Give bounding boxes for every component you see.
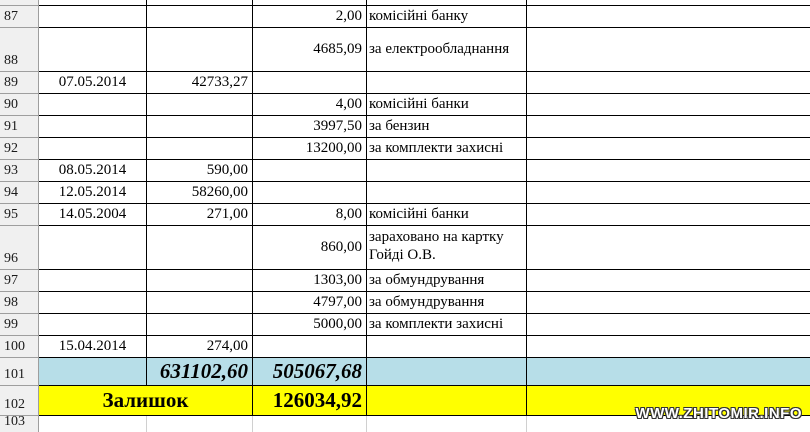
row-header[interactable]: 99	[0, 314, 39, 336]
cell-income[interactable]	[147, 94, 253, 116]
cell-description[interactable]	[367, 72, 527, 94]
cell-income[interactable]: 274,00	[147, 336, 253, 358]
row-header[interactable]: 102	[0, 386, 39, 416]
cell-description[interactable]: за комплекти захисні	[367, 314, 527, 336]
cell[interactable]	[527, 138, 810, 160]
cell[interactable]	[527, 160, 810, 182]
cell-date[interactable]: 07.05.2014	[39, 72, 147, 94]
cell-description[interactable]: за обмундрування	[367, 292, 527, 314]
row-header[interactable]: 90	[0, 94, 39, 116]
cell[interactable]	[39, 416, 147, 432]
cell-description[interactable]: за комплекти захисні	[367, 138, 527, 160]
table-row	[0, 204, 810, 226]
table-row	[0, 314, 810, 336]
row-header[interactable]: 103	[0, 416, 39, 432]
row-header[interactable]: 94	[0, 182, 39, 204]
cell[interactable]	[147, 416, 253, 432]
cell-date[interactable]	[39, 116, 147, 138]
cell-expense[interactable]: 1303,00	[253, 270, 367, 292]
cell-income[interactable]: 42733,27	[147, 72, 253, 94]
cell-date[interactable]	[39, 94, 147, 116]
cell[interactable]	[527, 94, 810, 116]
cell-description[interactable]	[367, 182, 527, 204]
cell-date[interactable]	[39, 270, 147, 292]
totals-row	[0, 358, 810, 386]
cell-description[interactable]	[367, 386, 527, 416]
row-header[interactable]: 89	[0, 72, 39, 94]
table-row	[0, 292, 810, 314]
cell-date[interactable]	[39, 6, 147, 28]
table-row	[0, 270, 810, 292]
table-row	[0, 182, 810, 204]
cell-expense[interactable]: 8,00	[253, 204, 367, 226]
cell-description[interactable]	[367, 160, 527, 182]
cell-expense[interactable]: 4,00	[253, 94, 367, 116]
cell[interactable]	[527, 226, 810, 270]
table-row	[0, 160, 810, 182]
cell-description[interactable]: за електрообладнання	[367, 28, 527, 72]
row-header[interactable]: 91	[0, 116, 39, 138]
cell[interactable]	[527, 292, 810, 314]
cell-description[interactable]: за бензин	[367, 116, 527, 138]
cell-expense[interactable]: 4797,00	[253, 292, 367, 314]
cell-date[interactable]: 08.05.2014	[39, 160, 147, 182]
cell[interactable]	[527, 270, 810, 292]
cell-expense[interactable]	[253, 160, 367, 182]
row-header[interactable]: 96	[0, 226, 39, 270]
cell-date[interactable]	[39, 28, 147, 72]
cell[interactable]	[527, 6, 810, 28]
table-row	[0, 6, 810, 28]
cell-description[interactable]: зараховано на картку Гойді О.В.	[367, 226, 527, 270]
table-row	[0, 138, 810, 160]
cell-date[interactable]	[39, 358, 147, 386]
cell-income[interactable]	[147, 28, 253, 72]
cell-income[interactable]	[147, 116, 253, 138]
cell-expense[interactable]: 13200,00	[253, 138, 367, 160]
table-row	[0, 72, 810, 94]
cell-date[interactable]: 15.04.2014	[39, 336, 147, 358]
cell-expense[interactable]	[253, 182, 367, 204]
cell-description[interactable]: комісійні банку	[367, 6, 527, 28]
row-header[interactable]: 88	[0, 28, 39, 72]
row-header[interactable]: 87	[0, 6, 39, 28]
cell-income[interactable]	[147, 270, 253, 292]
cell-income[interactable]	[147, 292, 253, 314]
table-row	[0, 336, 810, 358]
row-header[interactable]: 97	[0, 270, 39, 292]
cell-expense[interactable]	[253, 72, 367, 94]
cell[interactable]	[527, 336, 810, 358]
cell-date[interactable]	[39, 138, 147, 160]
cell[interactable]	[527, 116, 810, 138]
cell-description[interactable]: комісійні банки	[367, 94, 527, 116]
cell[interactable]	[527, 204, 810, 226]
cell[interactable]	[527, 72, 810, 94]
balance-label[interactable]: Залишок	[39, 386, 253, 416]
balance-value[interactable]: 126034,92	[253, 386, 367, 416]
cell[interactable]	[367, 416, 527, 432]
cell-date[interactable]	[39, 314, 147, 336]
cell-description[interactable]	[367, 336, 527, 358]
cell-date[interactable]: 12.05.2014	[39, 182, 147, 204]
cell[interactable]	[527, 28, 810, 72]
row-header[interactable]: 92	[0, 138, 39, 160]
table-row	[0, 28, 810, 72]
cell-expense[interactable]	[253, 336, 367, 358]
cell-income[interactable]: 590,00	[147, 160, 253, 182]
cell[interactable]	[527, 182, 810, 204]
total-expense[interactable]: 505067,68	[253, 358, 367, 386]
total-income[interactable]: 631102,60	[147, 358, 253, 386]
table-row	[0, 116, 810, 138]
row-header[interactable]: 95	[0, 204, 39, 226]
cell-expense[interactable]: 5000,00	[253, 314, 367, 336]
cell-income[interactable]	[147, 138, 253, 160]
row-header[interactable]: 100	[0, 336, 39, 358]
cell-expense[interactable]: 860,00	[253, 226, 367, 270]
cell[interactable]	[527, 358, 810, 386]
cell-description[interactable]: за обмундрування	[367, 270, 527, 292]
cell-expense[interactable]: 2,00	[253, 6, 367, 28]
row-header[interactable]: 101	[0, 358, 39, 386]
cell-expense[interactable]: 3997,50	[253, 116, 367, 138]
cell-date[interactable]	[39, 226, 147, 270]
cell-income[interactable]	[147, 6, 253, 28]
cell-income[interactable]: 58260,00	[147, 182, 253, 204]
cell[interactable]	[253, 416, 367, 432]
cell-description[interactable]	[367, 358, 527, 386]
cell-income[interactable]	[147, 226, 253, 270]
cell-date[interactable]: 14.05.2004	[39, 204, 147, 226]
cell-date[interactable]	[39, 292, 147, 314]
cell-income[interactable]	[147, 314, 253, 336]
table-row	[0, 226, 810, 270]
row-header[interactable]: 98	[0, 292, 39, 314]
site-watermark: WWW.ZHITOMIR.INFO	[635, 405, 802, 422]
cell-income[interactable]: 271,00	[147, 204, 253, 226]
cell[interactable]	[527, 314, 810, 336]
cell-description[interactable]: комісійні банки	[367, 204, 527, 226]
cell-expense[interactable]: 4685,09	[253, 28, 367, 72]
row-header[interactable]: 93	[0, 160, 39, 182]
table-row	[0, 94, 810, 116]
